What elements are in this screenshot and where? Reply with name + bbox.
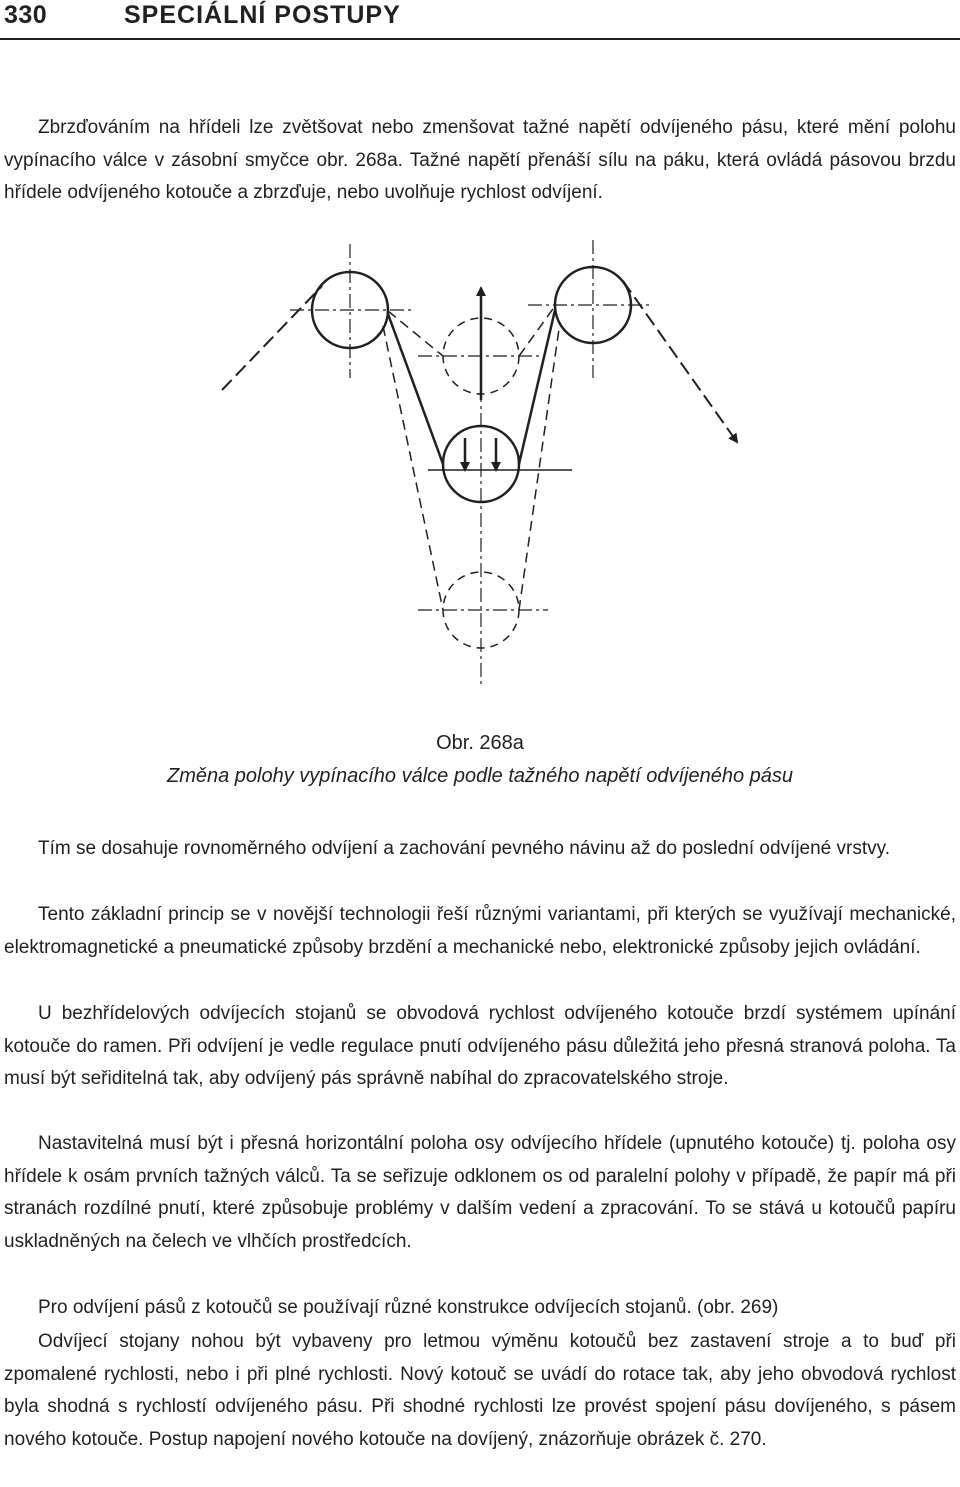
paragraph-shaftless: U bezhřídelových odvíjecích stojanů se obvodová rychlost odvíjeného kotouče brzdí systémem upínání kotouče do ramen. Při odvíjení je vedle regulace pnutí odvíjeného pásu důležitá jeho přesná stranová poloha. Ta musí být seřiditelná tak, aby odvíjený pás správně nabíhal do zpracovatelského stroje. — [4, 1003, 956, 1089]
web-loop-lower-right — [519, 322, 560, 610]
figure-number: Obr. 268a — [436, 732, 524, 754]
paragraph-intro: Zbrzďováním na hřídeli lze zvětšovat nebo zmenšovat tažné napětí odvíjeného pásu, které mění polohu vypínacího válce v zásobní smyčce obr. 268a. Tažné napětí přenáší sílu na páku, která ovládá pásovou brzdu hřídele odvíjeného kotouče a zbrzďuje, nebo uvolňuje rychlost odvíjení. — [4, 117, 956, 203]
paragraph-principle: Tento základní princip se v novější technologii řeší různými variantami, při kterých se využívají mechanické, elektromagnetické a pneumatické způsoby brzdění a mechanické nebo, elektronické způsoby jejich ovládání. — [4, 904, 956, 958]
chapter-title: SPECIÁLNÍ POSTUPY — [124, 1, 401, 29]
web-loop-lower-left — [383, 326, 443, 610]
page-number: 330 — [4, 1, 48, 29]
figure-caption: Změna polohy vypínacího válce podle tažného napětí odvíjeného pásu — [167, 765, 793, 787]
web-loop-middle-right — [519, 310, 555, 464]
paragraph-flying-splice: Odvíjecí stojany nohou být vybaveny pro letmou výměnu kotoučů bez zastavení stroje a to buď při zpomalené rychlosti, nebo i při plné rychlosti. Nový kotouč se uvádí do rotace tak, aby jeho obvodová rychlost byla shodná s rychlostí odvíjeného pásu. Při shodné rychlosti lze provést spojení pásu dovíjeného, s pásem nového kotouče. Postup napojení nového kotouče na dovíjený, znázorňuje obrázek č. 270. — [4, 1331, 956, 1450]
paragraph-unwind-stands: Pro odvíjení pásů z kotoučů se používají různé konstrukce odvíjecích stojanů. (obr. 269) — [38, 1297, 779, 1318]
web-outgoing — [623, 281, 737, 442]
paragraph-result: Tím se dosahuje rovnoměrného odvíjení a zachování pevného návinu až do poslední odvíjené vrstvy. — [38, 838, 891, 859]
figure-268a-diagram — [0, 232, 960, 692]
page-header — [0, 0, 960, 42]
web-incoming — [222, 286, 322, 390]
header-rule — [0, 38, 960, 40]
paragraph-axis-alignment: Nastavitelná musí být i přesná horizontální poloha osy odvíjecího hřídele (upnutého kotouče) tj. poloha osy hřídele k osám prvních tažných válců. Ta se seřizuje odklonem os od paralelní polohy v případě, že papír má při stranách rozdílné pnutí, které způsobuje problémy v dalším vedení a zpracování. To se stává u kotoučů papíru uskladněných na čelech ve vlhčích prostředcích. — [4, 1133, 956, 1252]
